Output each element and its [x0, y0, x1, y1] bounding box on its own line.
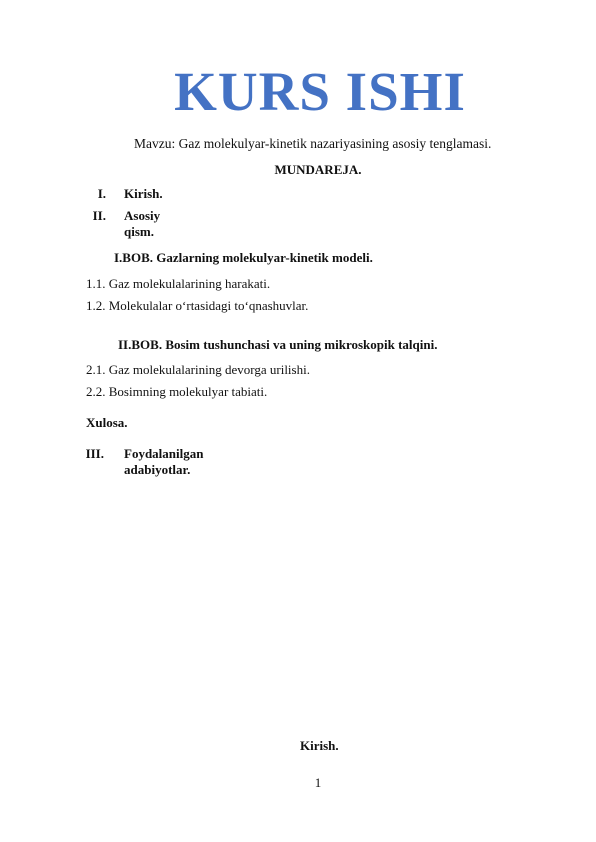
next-section-heading: Kirish.: [300, 738, 339, 753]
document-title: KURS ISHI: [174, 61, 466, 122]
document-topic: Mavzu: Gaz molekulyar-kinetik nazariyasining asosiy tenglamasi.: [134, 136, 492, 151]
chapter-1-item: 1.2. Molekulalar o‘rtasidagi to‘qnashuvlar.: [86, 298, 309, 313]
chapter-2-title: II.BOB. Bosim tushunchasi va uning mikroskopik talqini.: [118, 337, 438, 352]
page-number: 1: [314, 775, 322, 790]
chapter-1-item: 1.1. Gaz molekulalarining harakati.: [86, 276, 271, 291]
chapter-2-item: 2.2. Bosimning molekulyar tabiati.: [86, 384, 268, 399]
toc-heading: MUNDAREJA.: [274, 162, 362, 177]
section-number: I.: [97, 186, 106, 201]
chapter-1-title: I.BOB. Gazlarning molekulyar-kinetik modeli.: [114, 250, 373, 265]
chapter-2-item: 2.1. Gaz molekulalarining devorga urilishi.: [86, 362, 310, 377]
section-label: Asosiy qism.: [124, 208, 161, 239]
section-number: II.: [92, 208, 106, 223]
section-label: Kirish.: [124, 186, 163, 201]
section-label: Foydalanilgan adabiyotlar.: [124, 446, 204, 477]
section-number: III.: [85, 446, 104, 461]
toc-conclusion: Xulosa.: [86, 415, 128, 430]
